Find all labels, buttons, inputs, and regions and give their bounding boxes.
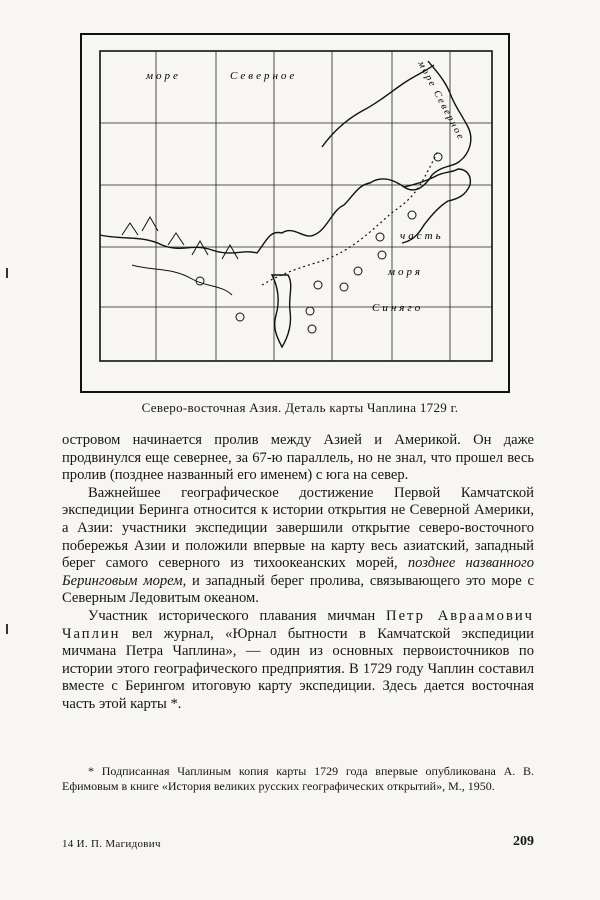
map-illustration: [82, 35, 508, 391]
page-number: 209: [513, 834, 534, 849]
label-sea-east-2: моря: [388, 266, 423, 278]
inland-mountains: [122, 217, 238, 295]
paragraph-2-part-2: и западный берег пролива, связывающего это море с Северным Ледовитым океаном.: [62, 572, 534, 607]
footnote: [62, 764, 534, 793]
paragraph-1: островом начинается пролив между Азией и Америкой. Он даже продвинулся еще севернее, за 67-ю параллель, но не знал, что прошел весь пролив (позднее названный его именем) с юга на север.: [62, 432, 534, 484]
label-sea-east-3: Синяго: [372, 302, 424, 314]
label-sea-north-vertical: море Северное: [415, 59, 467, 143]
label-sea-east-1: часть: [400, 230, 444, 242]
body-text: [62, 432, 534, 714]
paragraph-2-part-1: Важнейшее географическое достижение Первой Камчатской экспедиции Беринга относится к истории открытия не Северной Америки, а Азии: участники экспедиции завершили открытие северо-восточного побережья Азии и положили впервые на карту весь азиатский, западный берег самого северного из тихоокеанских морей,: [62, 484, 534, 572]
figure-caption: Северо-восточная Азия. Деталь карты Чаплина 1729 г.: [141, 400, 459, 415]
margin-mark: [6, 268, 8, 278]
expedition-route: [262, 151, 438, 285]
kamchatka-coast: [272, 275, 291, 347]
paragraph-2-italic: позднее названного Беринговым морем,: [62, 555, 534, 589]
signature-mark: 14 И. П. Магидович: [62, 838, 161, 850]
label-sea-north-1: море: [146, 70, 181, 82]
paragraph-3: [62, 608, 534, 714]
margin-mark: [6, 624, 8, 634]
paragraph-2: [62, 485, 534, 608]
paragraph-3-part-2: вел журнал, «Юрнал бытности в Камчатской экспедиции мичмана Петра Чаплина», — один из основных первоисточников по истории этого географического предприятия. В 1729 году Чаплин составил вместе с Берингом итоговую карту экспедиции. Здесь дается восточная часть этой карты *.: [62, 625, 534, 712]
paragraph-3-part-1: Участник исторического плавания мичман: [88, 607, 387, 624]
north-river: [322, 65, 434, 147]
footnote-text: * Подписанная Чаплиным копия карты 1729 года впервые опубликована А. В. Ефимовым в книге «История великих русских географических открытий», М., 1950.: [62, 764, 534, 793]
paragraph-3-name: Петр Авраамович Чаплин: [62, 607, 534, 642]
map-figure: [80, 33, 510, 393]
label-sea-north-2: Северное: [230, 70, 298, 82]
